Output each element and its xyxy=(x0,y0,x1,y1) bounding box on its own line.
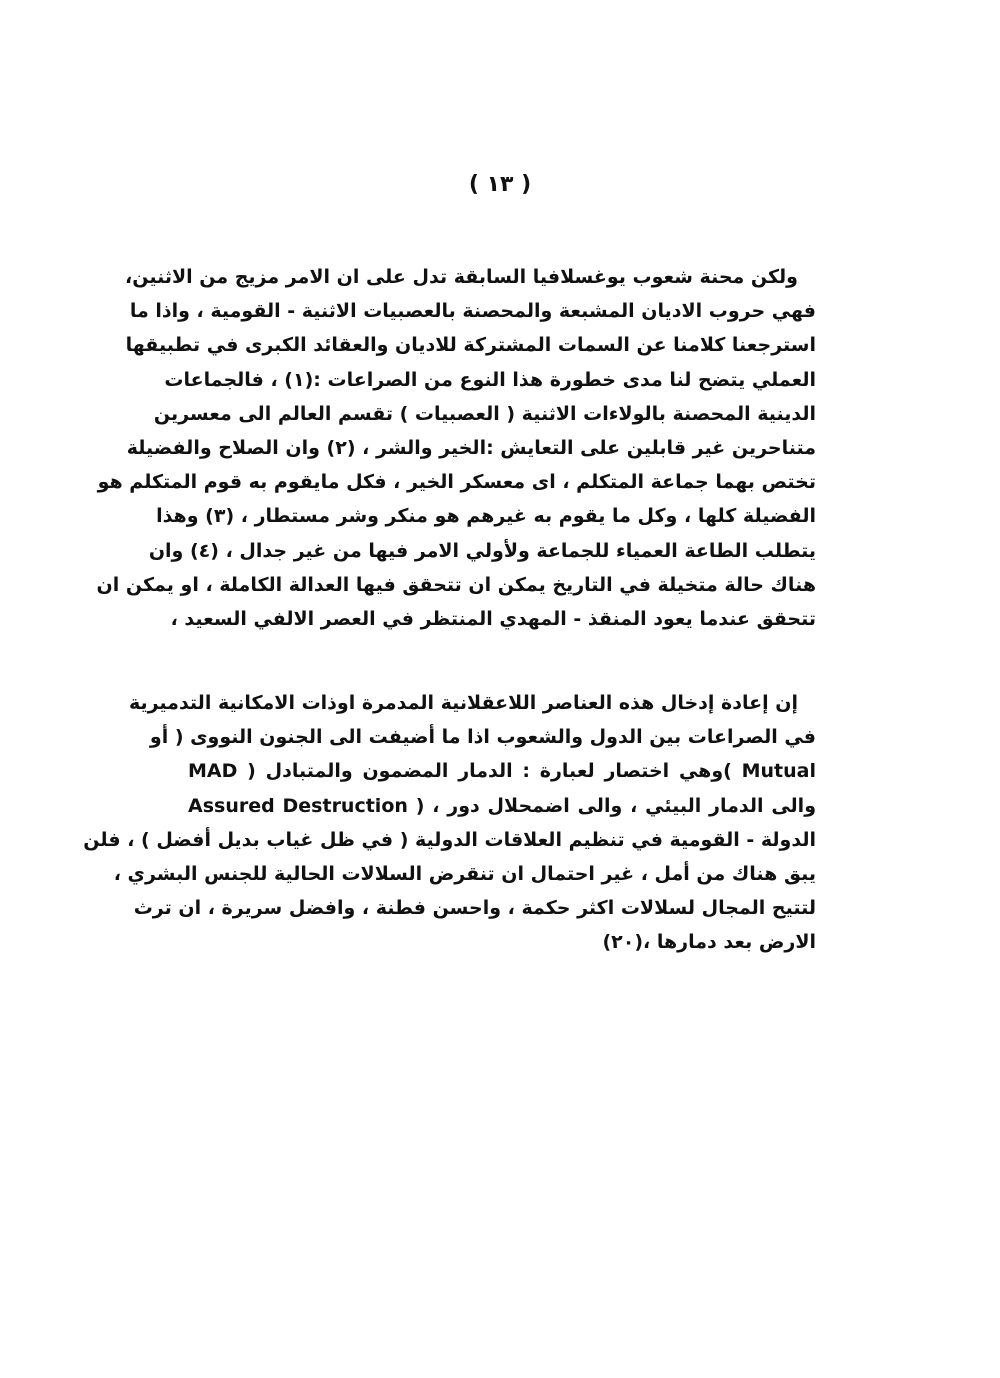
paragraph-line: Assured Destruction ) ، والى الدمار البيئي ، والى اضمحلال دور xyxy=(188,794,817,817)
page-number: ( ١٣ ) xyxy=(468,172,532,197)
paragraph-1 xyxy=(96,260,816,636)
paragraph-line: في الصراعات بين الدول والشعوب اذا ما أضيفت الى الجنون النووى ( أو xyxy=(149,726,816,749)
paragraph-line: إن إعادة إدخال هذه العناصر اللاعقلانية المدمرة اوذات الامكانية التدميرية xyxy=(128,692,798,714)
paragraph-line: الفضيلة كلها ، وكل ما يقوم به غيرهم هو منكر وشر مستطار ، (٣) وهذا xyxy=(156,505,816,528)
paragraph-line: الارض بعد دمارها ،(٢٠) xyxy=(602,931,816,954)
paragraph-2 xyxy=(83,686,817,960)
paragraph-line: يتطلب الطاعة العمياء للجماعة ولأولي الامر فيها من غير جدال ، (٤) وان xyxy=(148,539,816,562)
paragraph-line: استرجعنا كلامنا عن السمات المشتركة للاديان والعقائد الكبرى في تطبيقها xyxy=(125,334,816,357)
paragraph-line: الدولة - القومية في تنظيم العلاقات الدولية ( في ظل غياب بديل أفضل ) ، فلن xyxy=(83,828,816,851)
paragraph-line: لتتيح المجال لسلالات اكثر حكمة ، واحسن فطنة ، وافضل سريرة ، ان ترث xyxy=(133,897,816,920)
paragraph-line: تختص بهما جماعة المتكلم ، اى معسكر الخير ، فكل مايقوم به قوم المتكلم هو xyxy=(97,471,816,494)
paragraph-line: الدينية المحصنة بالولاءات الاثنية ( العصبيات ) تقسم العالم الى معسرين xyxy=(153,402,816,425)
paragraph-line: يبق هناك من أمل ، غير احتمال ان تنقرض السلالات الحالية للجنس البشري ، xyxy=(113,862,816,885)
paragraph-line: فهي حروب الاديان المشبعة والمحصنة بالعصبيات الاثنية - القومية ، واذا ما xyxy=(129,300,816,323)
paragraph-line: تتحقق عندما يعود المنقذ - المهدي المنتظر في العصر الالفي السعيد ، xyxy=(170,607,816,630)
paragraph-line: MAD ) وهي اختصار لعبارة : الدمار المضمون والمتبادل( Mutual xyxy=(188,760,816,783)
paragraph-line: متناحرين غير قابلين على التعايش :الخير والشر ، (٢) وان الصلاح والفضيلة xyxy=(126,436,816,459)
paragraph-line: ولكن محنة شعوب يوغسلافيا السابقة تدل على ان الامر مزيج من الاثنين، xyxy=(125,266,798,288)
paragraph-line: العملي يتضح لنا مدى خطورة هذا النوع من الصراعات :(١) ، فالجماعات xyxy=(164,368,816,391)
paragraph-line: هناك حالة متخيلة في التاريخ يمكن ان تتحقق فيها العدالة الكاملة ، او يمكن ان xyxy=(96,573,816,596)
